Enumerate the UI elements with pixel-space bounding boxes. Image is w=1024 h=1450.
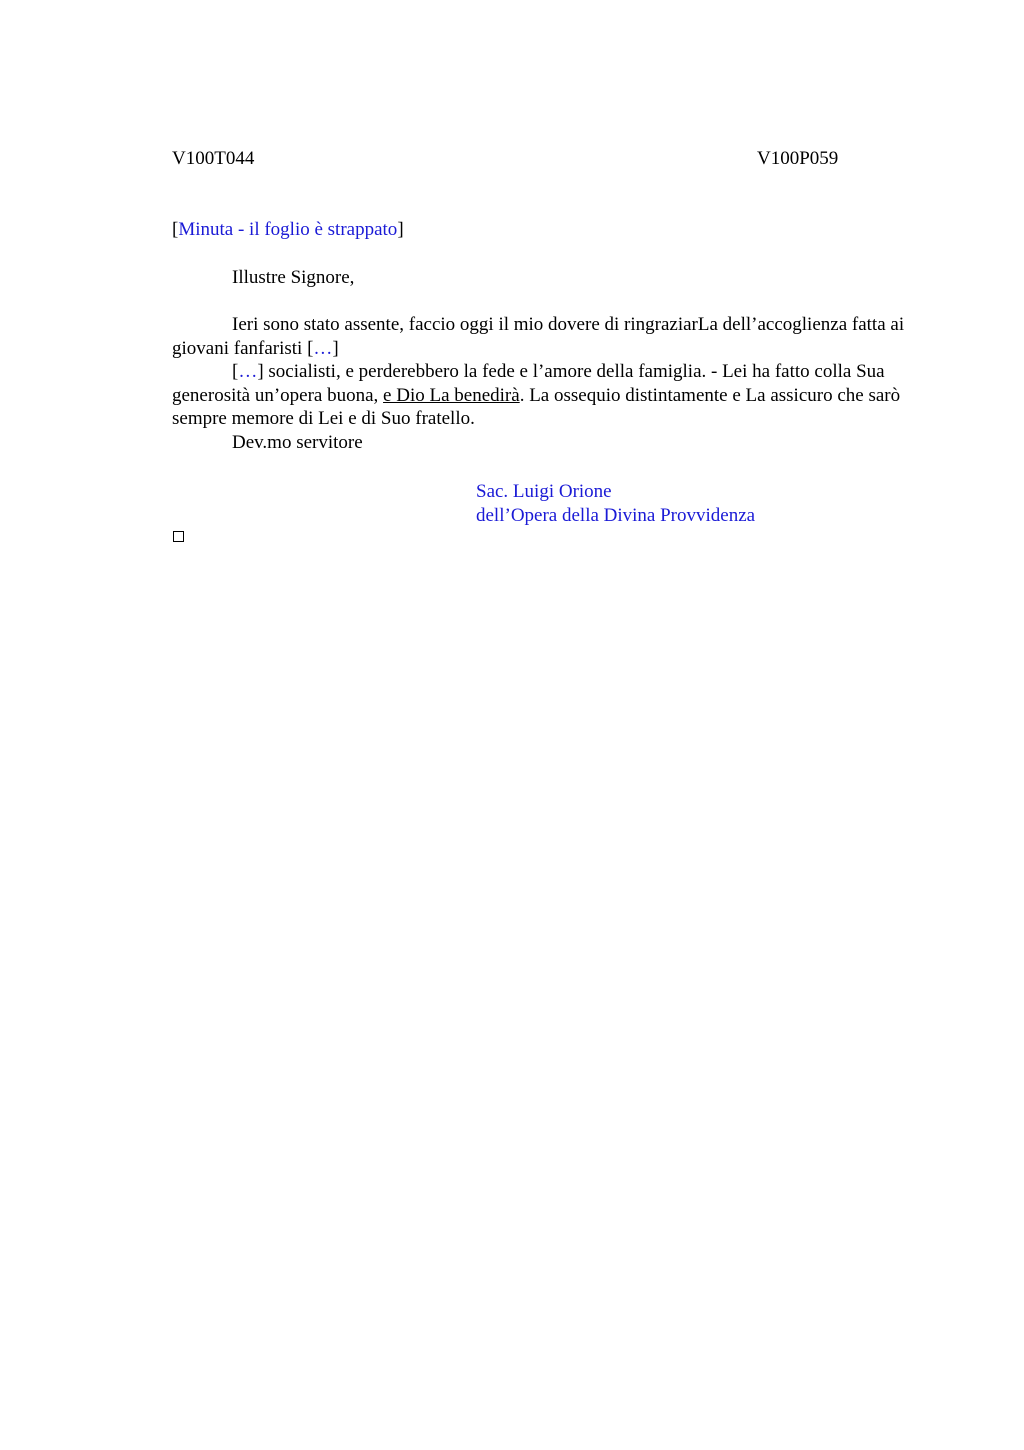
letter-closing: Dev.mo servitore bbox=[232, 431, 363, 453]
lacuna-open-bracket: [ bbox=[307, 337, 314, 359]
document-code-right: V100P059 bbox=[757, 148, 839, 169]
note-open-bracket: [ bbox=[172, 219, 179, 240]
lacuna-open-bracket: [ bbox=[232, 361, 239, 383]
paragraph-2-text-after: . La ossequio distintamente e La assicuro che sarò sempre memore di Lei e di Suo fratello. bbox=[172, 384, 901, 430]
underlined-phrase: e Dio La benedirà bbox=[383, 384, 520, 406]
letter-body bbox=[172, 313, 932, 455]
paragraph-1-text: Ieri sono stato assente, faccio oggi il mio dovere di ringraziarLa dell’accoglienza fatta ai giovani fanfaristi bbox=[172, 314, 905, 359]
lacuna-close-bracket: ] bbox=[257, 361, 264, 383]
signature-block bbox=[476, 480, 755, 527]
document-code-left: V100T044 bbox=[172, 148, 255, 169]
signature-name: Sac. Luigi Orione bbox=[476, 481, 612, 502]
editorial-note bbox=[172, 218, 404, 241]
letter-paragraph-1 bbox=[172, 313, 932, 360]
letter-salutation: Illustre Signore, bbox=[232, 267, 355, 288]
letter-paragraph-2 bbox=[172, 360, 932, 431]
lacuna-ellipsis: … bbox=[238, 361, 258, 383]
lacuna-close-bracket: ] bbox=[332, 337, 339, 359]
paragraph-2-text-before: socialisti, e perderebbero la fede e l’amore della famiglia. - Lei ha fatto colla Sua generosità un’opera buona, bbox=[172, 361, 885, 406]
note-text: Minuta - il foglio è strappato bbox=[178, 219, 398, 240]
note-close-bracket: ] bbox=[397, 219, 404, 240]
signature-organization: dell’Opera della Divina Provvidenza bbox=[476, 504, 756, 526]
lacuna-ellipsis: … bbox=[313, 337, 333, 359]
end-of-document-box-icon bbox=[173, 531, 184, 542]
